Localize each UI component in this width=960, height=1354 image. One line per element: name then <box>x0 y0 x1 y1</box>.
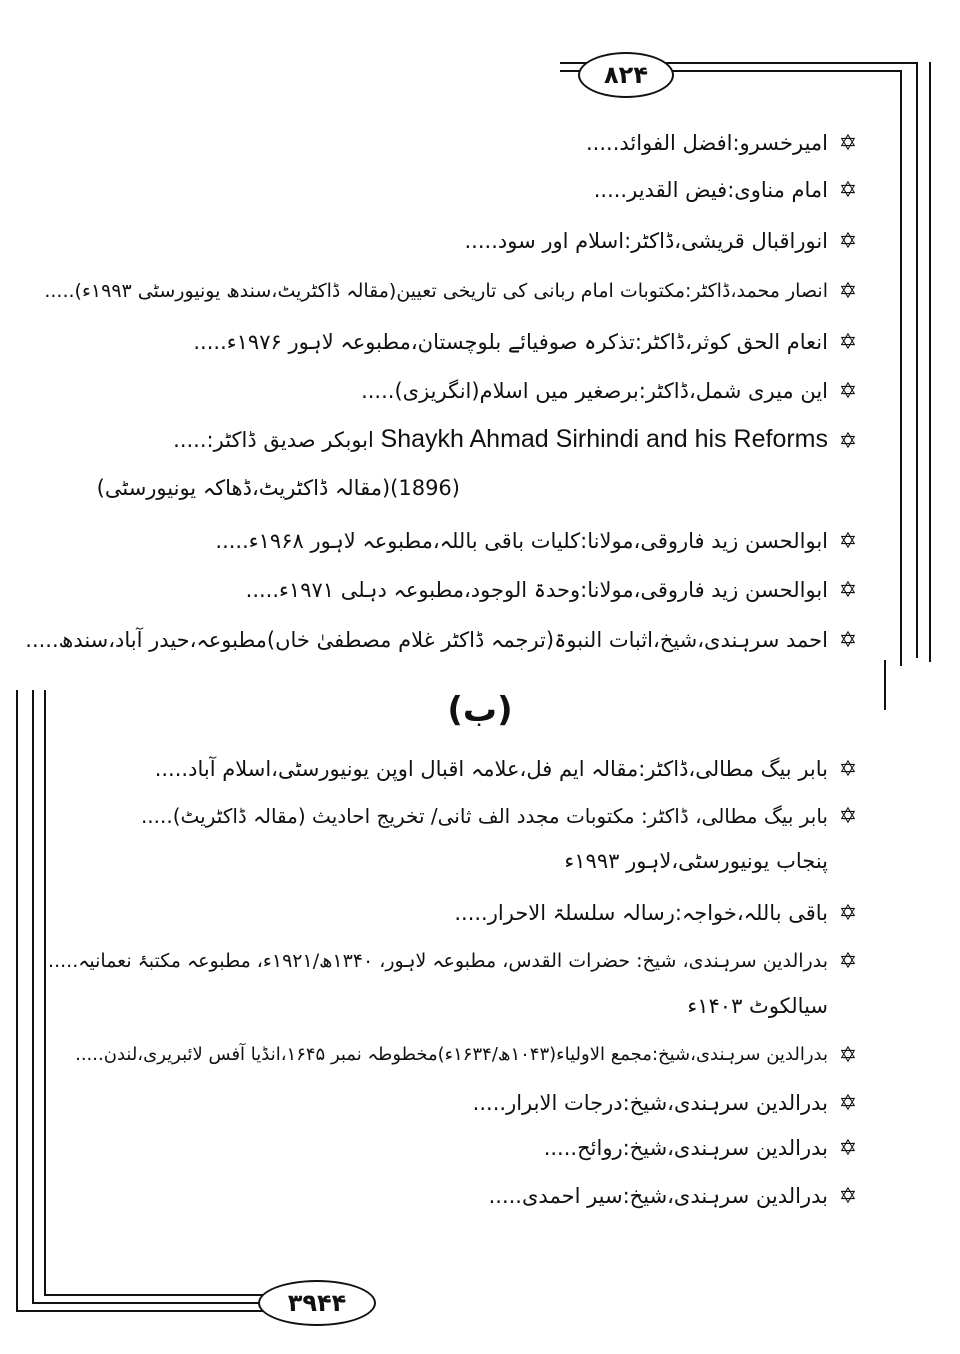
entry-dots: ..... <box>193 330 227 354</box>
list-item <box>44 276 828 306</box>
entry-dots: ..... <box>488 1184 522 1208</box>
list-item <box>473 1088 828 1118</box>
entry-text: بدرالدین سرہندی،شیخ:سیر احمدی <box>521 1184 828 1208</box>
entry-dots: ..... <box>44 280 75 302</box>
six-point-star-icon: ✡ <box>838 628 858 653</box>
entry-text: امام مناوی:فیض القدیر <box>627 178 828 202</box>
entry-latin-title: Shaykh Ahmad Sirhindi and his Reforms <box>380 425 828 453</box>
six-point-star-icon: ✡ <box>838 1091 858 1116</box>
list-item <box>141 801 828 831</box>
entry-continuation: پنجاب یونیورسٹی،لاہور ۱۹۹۳ء <box>564 849 828 873</box>
frame-right-line-outer <box>916 62 918 658</box>
entry-dots: ..... <box>215 529 249 553</box>
entry-dots: ..... <box>543 1136 578 1160</box>
entry-dots: ..... <box>48 950 79 972</box>
six-point-star-icon: ✡ <box>838 949 858 974</box>
list-item <box>215 526 828 556</box>
entry-dots: ..... <box>454 901 488 925</box>
six-point-star-icon: ✡ <box>838 578 858 603</box>
frame-divider-stub <box>884 660 886 710</box>
entry-dots: ..... <box>75 1044 104 1065</box>
six-point-star-icon: ✡ <box>838 1043 858 1068</box>
list-item <box>25 625 828 655</box>
entry-text: انوراقبال قریشی،ڈاکٹر:اسلام اور سود <box>497 229 828 253</box>
list-item <box>193 327 828 357</box>
entry-text: بدرالدین سرہندی،شیخ:روائح <box>577 1136 828 1160</box>
list-item <box>173 424 828 455</box>
entry-text: امیرخسرو:افضل الفوائد <box>619 131 828 155</box>
list-item <box>544 1133 828 1163</box>
entry-dots: ..... <box>361 379 395 403</box>
entry-dots: ..... <box>464 229 498 253</box>
frame-left-line-outer <box>16 690 18 1310</box>
entry-text: ابوالحسن زید فاروقی،مولانا:کلیات باقی باللہ،مطبوعہ لاہور ۱۹۶۸ء <box>248 529 828 553</box>
list-item <box>465 226 829 256</box>
six-point-star-icon: ✡ <box>838 131 858 156</box>
entry-text: باقی باللہ،خواجہ:رسالہ سلسلۃ الاحرار <box>487 901 828 925</box>
entry-text: بدرالدین سرہندی،شیخ:مجمع الاولیاء(۱۰۴۳ھ/۱۶۳۴ء)مخطوطہ نمبر ۱۶۴۵،انڈیا آفس لائبریری،لندن <box>103 1044 828 1065</box>
list-item <box>75 1040 828 1070</box>
six-point-star-icon: ✡ <box>838 178 858 203</box>
entry-text: احمد سرہندی،شیخ،اثبات النبوۃ(ترجمہ ڈاکٹر غلام مصطفیٰ خاں)مطبوعہ،حیدر آباد،سندھ <box>58 628 828 652</box>
six-point-star-icon: ✡ <box>838 379 858 404</box>
six-point-star-icon: ✡ <box>838 1136 858 1161</box>
entry-dots: ..... <box>173 428 207 452</box>
entry-dots: ..... <box>140 804 173 828</box>
entry-dots: ..... <box>586 131 620 155</box>
list-item <box>489 1181 828 1211</box>
list-item <box>586 128 828 158</box>
footer-page-number: ۳۹۴۴ <box>258 1280 376 1326</box>
entry-dots: ..... <box>245 578 280 602</box>
six-point-star-icon: ✡ <box>838 1184 858 1209</box>
frame-left-line-inner <box>32 690 34 1302</box>
section-heading: (ب) <box>447 690 513 730</box>
header-page-number: ۸۲۴ <box>578 52 674 98</box>
frame-left-line-third <box>44 690 46 1294</box>
entry-dots: ..... <box>25 628 59 652</box>
entry-text: بابر بیگ مطالی، ڈاکٹر: مکتوبات مجدد الف ثانی/ تخریج احادیث (مقالہ ڈاکٹریٹ) <box>172 804 828 828</box>
list-item <box>246 575 828 605</box>
list-item <box>48 946 828 976</box>
entry-text: این میری شمل،ڈاکٹر:برصغیر میں اسلام(انگریزی) <box>394 379 828 403</box>
six-point-star-icon: ✡ <box>838 804 858 829</box>
entry-text: انعام الحق کوثر،ڈاکٹر:تذکرہ صوفیائے بلوچستان،مطبوعہ لاہور ۱۹۷۶ء <box>226 330 828 354</box>
six-point-star-icon: ✡ <box>838 429 858 454</box>
six-point-star-icon: ✡ <box>838 229 858 254</box>
entry-text: بدرالدین سرہندی،شیخ:درجات الابرار <box>506 1091 828 1115</box>
list-item <box>155 754 828 784</box>
list-item <box>454 898 828 928</box>
entry-text: بابر بیگ مطالی،ڈاکٹر:مقالہ ایم فل،علامہ اقبال اوپن یونیورسٹی،اسلام آباد <box>188 757 828 781</box>
entry-text: انصار محمد،ڈاکٹر:مکتوبات امام ربانی کی تاریخی تعیین(مقالہ ڈاکٹریٹ،سندھ یونیورسٹی ۱۹۹۳ء) <box>74 280 828 302</box>
entry-continuation: (1896)(مقالہ ڈاکٹریٹ،ڈھاکہ یونیورسٹی) <box>96 476 460 500</box>
frame-right-line-inner <box>900 70 902 666</box>
list-item <box>594 175 828 205</box>
entry-dots: ..... <box>472 1091 507 1115</box>
entry-dots: ..... <box>593 178 628 202</box>
six-point-star-icon: ✡ <box>838 529 858 554</box>
frame-right-line-third <box>929 62 931 662</box>
six-point-star-icon: ✡ <box>838 901 858 926</box>
entry-text: بدرالدین سرہندی، شیخ: حضرات القدس، مطبوعہ لاہور، ۱۳۴۰ھ/۱۹۲۱ء، مطبوعہ مکتبۂ نعمانیہ <box>78 950 828 972</box>
six-point-star-icon: ✡ <box>838 757 858 782</box>
entry-continuation: سیالکوٹ ۱۴۰۳ء <box>687 994 828 1018</box>
list-item <box>361 376 828 406</box>
six-point-star-icon: ✡ <box>838 279 858 304</box>
entry-dots: ..... <box>154 757 189 781</box>
six-point-star-icon: ✡ <box>838 330 858 355</box>
entry-text: ابوالحسن زید فاروقی،مولانا:وحدۃ الوجود،مطبوعہ دہلی ۱۹۷۱ء <box>279 578 828 602</box>
entry-text: ابوبکر صدیق ڈاکٹر: <box>206 428 374 452</box>
